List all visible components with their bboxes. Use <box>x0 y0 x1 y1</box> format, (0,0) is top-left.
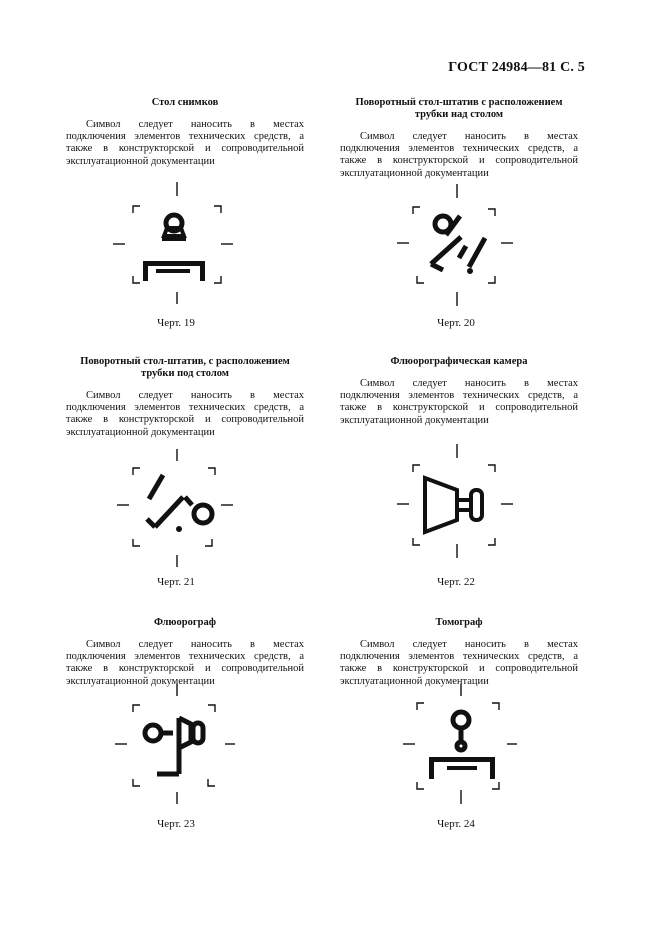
page-header: ГОСТ 24984—81 С. 5 <box>448 60 585 75</box>
section-tilting-table-below <box>66 356 304 439</box>
section-text: Символ следует наносить в местах подключения элементов технических средств, а также в конструкторской и сопроводительной эксплуатационной документации <box>66 639 304 687</box>
figure-caption: Черт. 21 <box>157 576 195 588</box>
section-fluorographic-camera <box>340 356 578 427</box>
figure-caption: Черт. 22 <box>437 576 475 588</box>
tilting-table-tube-above-icon <box>387 180 527 320</box>
section-text: Символ следует наносить в местах подключения элементов технических средств, а также в конструкторской и сопроводительной эксплуатационной документации <box>340 378 578 426</box>
section-title: Поворотный стол-штатив с расположением трубки над столом <box>355 97 563 120</box>
figure-caption: Черт. 19 <box>157 317 195 329</box>
section-title: Стол снимков <box>151 97 219 108</box>
section-text: Символ следует наносить в местах подключения элементов технических средств, а также в конструкторской и сопроводительной эксплуатационной документации <box>66 390 304 438</box>
section-fluorograph <box>66 617 304 688</box>
tomograph-icon <box>391 680 531 820</box>
section-tomograph <box>340 617 578 688</box>
section-text: Символ следует наносить в местах подключения элементов технических средств, а также в конструкторской и сопроводительной эксплуатационной документации <box>340 131 578 179</box>
section-tilting-table-above <box>340 97 578 180</box>
section-title: Флюорограф <box>153 617 216 628</box>
fluorograph-icon <box>107 680 247 820</box>
figure-caption: Черт. 23 <box>157 818 195 830</box>
section-text: Символ следует наносить в местах подключения элементов технических средств, а также в конструкторской и сопроводительной эксплуатационной документации <box>340 639 578 687</box>
figure-caption: Черт. 24 <box>437 818 475 830</box>
fluorographic-camera-icon <box>387 440 527 580</box>
section-title: Флюорографическая камера <box>390 356 528 367</box>
figure-caption: Черт. 20 <box>437 317 475 329</box>
image-table-icon <box>107 180 247 320</box>
section-image-table <box>66 97 304 168</box>
tilting-table-tube-below-icon <box>107 445 247 585</box>
section-title: Томограф <box>435 617 483 628</box>
section-title: Поворотный стол-штатив, с расположением трубки под столом <box>80 356 290 379</box>
section-text: Символ следует наносить в местах подключения элементов технических средств, а также в конструкторской и сопроводительной эксплуатационной документации <box>66 119 304 167</box>
